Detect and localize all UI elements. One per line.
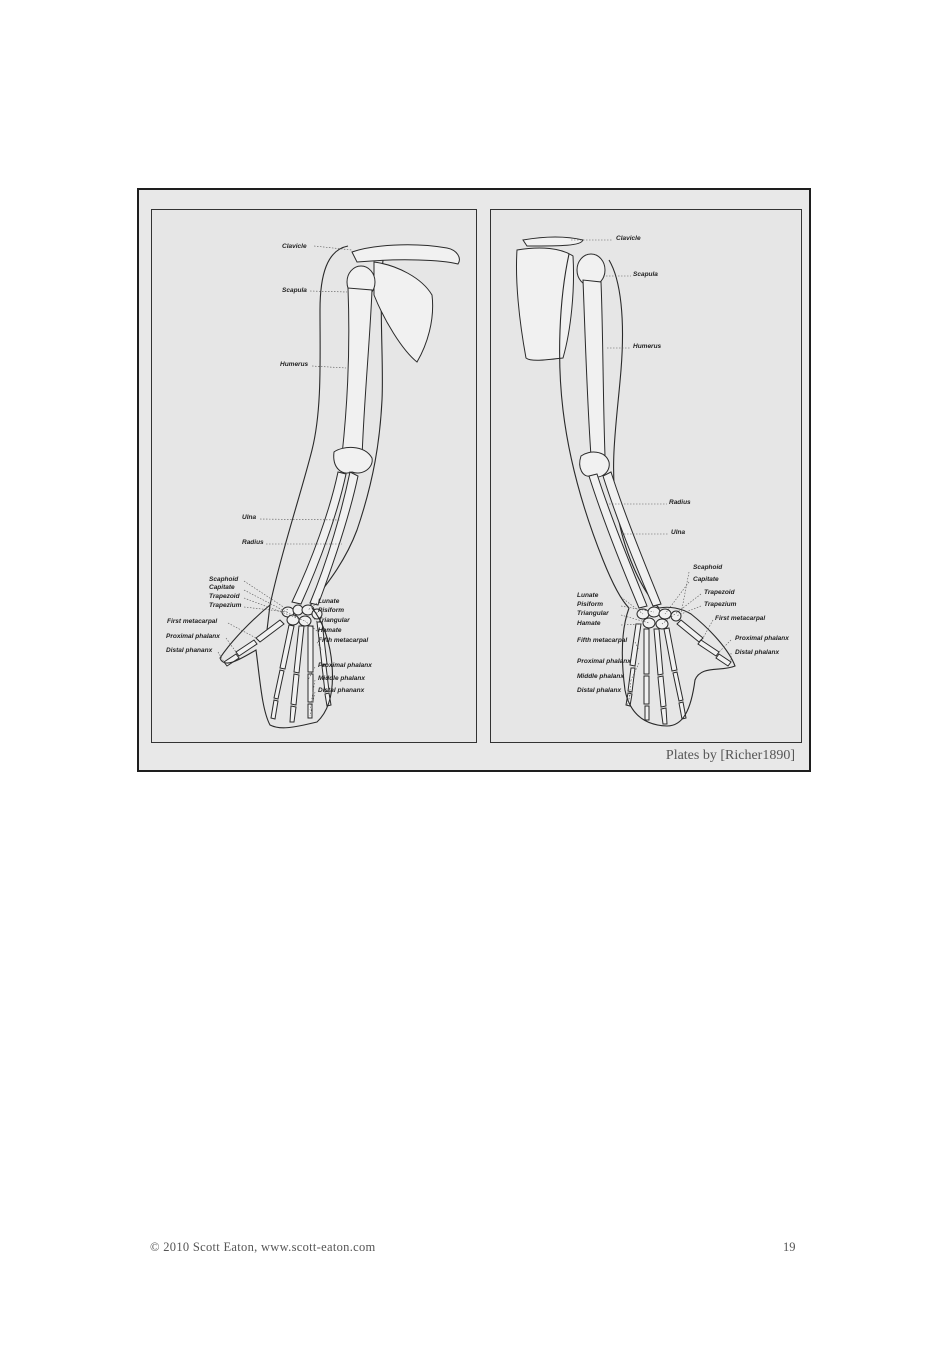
label-pisiform: Pisiform bbox=[318, 607, 345, 614]
page-number: 19 bbox=[783, 1240, 796, 1254]
label-radius: Radius bbox=[669, 499, 691, 506]
label-radius: Radius bbox=[242, 539, 264, 546]
label-fifth-metacarpal: Fifth metacarpal bbox=[577, 637, 628, 644]
label-capitate: Capitate bbox=[209, 584, 235, 591]
label-trapezium: Trapezium bbox=[209, 602, 242, 609]
label-ulna: Ulna bbox=[242, 514, 257, 521]
label-trapezoid: Trapezoid bbox=[209, 593, 240, 600]
label-distal-phalanx: Distal phalanx bbox=[577, 687, 622, 694]
label-middle-phalanx: Middle phalanx bbox=[577, 673, 624, 680]
label-fifth-metacarpal: Fifth metacarpal bbox=[318, 637, 369, 644]
figure-frame bbox=[137, 188, 811, 772]
right-arm-skeleton-illustration bbox=[491, 210, 803, 744]
left-arm-skeleton-illustration bbox=[152, 210, 478, 744]
plate-credit: Plates by [Richer1890] bbox=[665, 748, 795, 763]
label-trapezium: Trapezium bbox=[704, 601, 737, 608]
label-triangular: Triangular bbox=[577, 610, 609, 617]
label-capitate: Capitate bbox=[693, 576, 719, 583]
label-distal-phalanx: Distal phananx bbox=[318, 687, 365, 694]
label-hamate: Hamate bbox=[318, 627, 342, 634]
label-humerus: Humerus bbox=[633, 343, 662, 350]
right-plate-posterior-arm bbox=[490, 209, 802, 743]
label-hamate: Hamate bbox=[577, 620, 601, 627]
label-middle-phalanx: Middle phalanx bbox=[318, 675, 365, 682]
label-pisiform: Pisiform bbox=[577, 601, 604, 608]
label-triangular: Triangular bbox=[318, 617, 350, 624]
label-proximal-phalanx-thumb: Proximal phalanx bbox=[166, 633, 220, 640]
label-ulna: Ulna bbox=[671, 529, 686, 536]
footer-copyright: © 2010 Scott Eaton, www.scott-eaton.com bbox=[150, 1240, 376, 1254]
label-proximal-phalanx: Proximal phalanx bbox=[318, 662, 372, 669]
label-scaphoid: Scaphoid bbox=[693, 564, 723, 571]
label-trapezoid: Trapezoid bbox=[704, 589, 735, 596]
label-lunate: Lunate bbox=[318, 598, 340, 605]
label-scaphoid: Scaphoid bbox=[209, 576, 239, 583]
label-scapula: Scapula bbox=[633, 271, 658, 278]
label-proximal-phalanx: Proximal phalanx bbox=[577, 658, 631, 665]
label-first-metacarpal: First metacarpal bbox=[167, 618, 218, 625]
label-clavicle: Clavicle bbox=[616, 235, 641, 242]
label-distal-phalanx-thumb: Distal phananx bbox=[166, 647, 213, 654]
left-plate-anterior-arm bbox=[151, 209, 477, 743]
label-proximal-phalanx-thumb: Proximal phalanx bbox=[735, 635, 789, 642]
label-clavicle: Clavicle bbox=[282, 243, 307, 250]
label-distal-phalanx-thumb: Distal phalanx bbox=[735, 649, 780, 656]
label-humerus: Humerus bbox=[280, 361, 309, 368]
label-scapula: Scapula bbox=[282, 287, 307, 294]
label-lunate: Lunate bbox=[577, 592, 599, 599]
label-first-metacarpal: First metacarpal bbox=[715, 615, 766, 622]
